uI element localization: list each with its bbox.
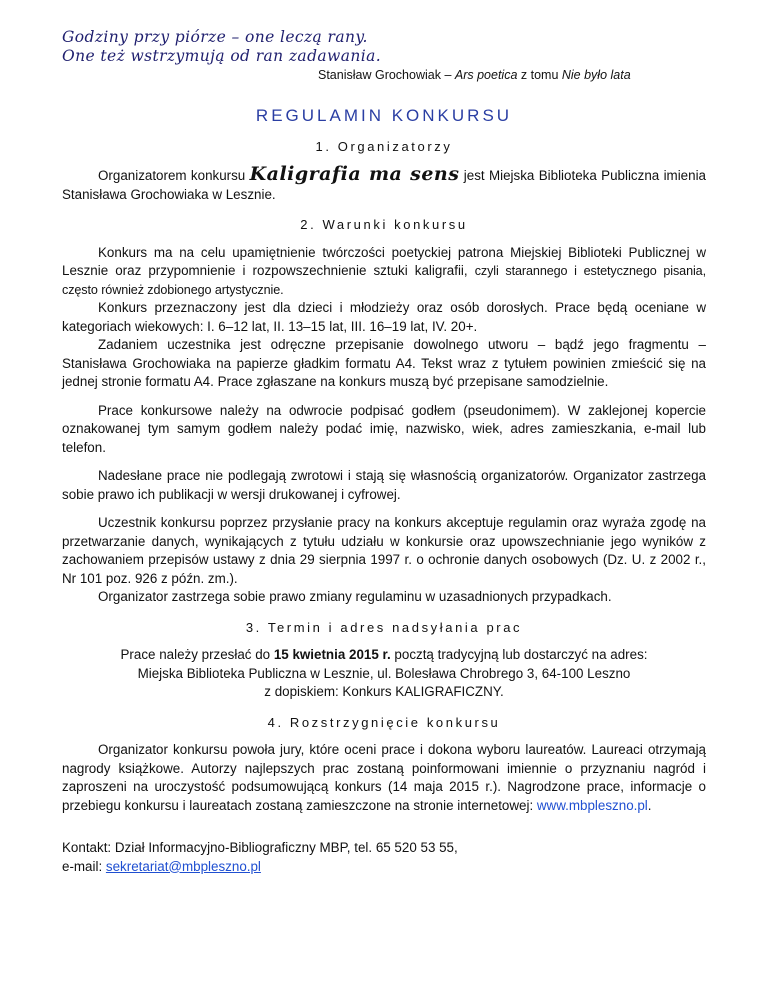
results-paragraph	[62, 741, 706, 815]
organizers-post: jest Miejska Biblioteka Publiczna imienia Stanisława Grochowiaka w Lesznie.	[62, 168, 706, 202]
email-link[interactable]: sekretariat@mbpleszno.pl	[105, 858, 261, 874]
conditions-paragraph-7: Organizator zastrzega sobie prawo zmiany regulaminu w uzasadnionych przypadkach.	[98, 589, 612, 604]
attribution-dash: –	[440, 68, 455, 82]
results-text: Organizator konkursu powoła jury, które oceni prace i dokona wyboru laureatów. Laureaci otrzymają nagrody książkowe. Autorzy najlepszych prac zostaną poinformowani imiennie o przyznaniu nagród i zaproszeni na uroczystość podsumowującą konkurs (14 maja 2015 r.). Nagrodzone prace, informacje o przebiegu konkursu i laureatach zostaną zamieszczone na stronie internetowej:	[62, 742, 706, 813]
attribution-from: z tomu	[517, 68, 562, 82]
conditions-paragraph-6: Uczestnik konkursu poprzez przysłanie pracy na konkurs akceptuje regulamin oraz wyraża zgodę na przetwarzanie danych, wynikających z tytułu udziału w konkursie oraz upowszechnianie jego wyników z zachowaniem przepisów ustawy z dnia 29 sierpnia 1997 r. o ochronie danych osobowych (Dz. U. z 2002 r., Nr 101 poz. 926 z późn. zm.).	[62, 515, 706, 586]
conditions-p1-part-b: czyli starannego i estetycznego pisania, często również zdobionego artystycznie.	[62, 264, 706, 297]
section-heading-organizers: 1. Organizatorzy	[315, 138, 453, 154]
document-page	[62, 28, 706, 876]
motto-attribution	[318, 67, 706, 83]
conditions-paragraph-3: Zadaniem uczestnika jest odręczne przepisanie dowolnego utworu – bądź jego fragmentu – Stanisława Grochowiaka na papierze gładkim formatu A4. Tekst wraz z tytułem powinien zmieścić się na jednej stronie formatu A4. Prace zgłaszane na konkurs muszą być przepisane samodzielnie.	[62, 337, 706, 389]
attribution-work: Ars poetica	[454, 68, 518, 82]
conditions-paragraph-5: Nadesłane prace nie podlegają zwrotowi i stają się własnością organizatorów. Organizator zastrzega sobie prawo ich publikacji w wersji drukowanej i cyfrowej.	[62, 468, 706, 502]
organizers-paragraph	[62, 165, 706, 204]
results-end: .	[647, 797, 652, 813]
email-label: e-mail:	[62, 858, 106, 874]
attribution-book: Nie było lata	[561, 68, 631, 82]
motto-line-2: One też wstrzymują od ran zadawania.	[62, 47, 382, 65]
deadline-post: pocztą tradycyjną lub dostarczyć na adres:	[390, 647, 648, 662]
deadline-paragraph	[62, 646, 706, 665]
section-heading-results: 4. Rozstrzygnięcie konkursu	[267, 714, 501, 730]
conditions-paragraph-2: Konkurs przeznaczony jest dla dzieci i młodzieży oraz osób dorosłych. Prace będą oceniane w kategoriach wiekowych: I. 6–12 lat, II. 13–15 lat, III. 16–19 lat, IV. 20+.	[62, 300, 706, 334]
attribution-author: Stanisław Grochowiak	[318, 68, 441, 82]
organizers-pre: Organizatorem konkursu	[98, 168, 250, 183]
section-heading-deadline: 3. Termin i adres nadsyłania prac	[245, 619, 523, 635]
section-heading-conditions: 2. Warunki konkursu	[300, 217, 468, 232]
contest-name: Kaligrafia ma sens	[249, 163, 460, 185]
page-title: REGULAMIN KONKURSU	[255, 106, 513, 125]
contact-line-2	[62, 858, 706, 877]
deadline-address: Miejska Biblioteka Publiczna w Lesznie, ul. Bolesława Chrobrego 3, 64-100 Leszno	[137, 665, 631, 681]
motto-line-1: Godziny przy piórze – one leczą rany.	[62, 28, 368, 46]
website-link[interactable]: www.mbpleszno.pl	[536, 797, 648, 813]
deadline-pre: Prace należy przesłać do	[120, 647, 274, 662]
conditions-p1-part-a: Konkurs ma na celu upamiętnienie twórczości poetyckiej patrona Miejskiej Biblioteki Publicznej w Lesznie oraz przypomnienie i rozpowszechnienie sztuki kaligrafii,	[62, 244, 706, 278]
conditions-paragraph-4: Prace konkursowe należy na odwrocie podpisać godłem (pseudonimem). W zaklejonej kopercie oznakowanej tym samym godłem należy podać imię, nazwisko, wiek, adres zamieszkania, e-mail lub telefon.	[62, 402, 706, 455]
deadline-date: 15 kwietnia 2015 r.	[273, 647, 391, 662]
deadline-note: z dopiskiem: Konkurs KALIGRAFICZNY.	[264, 684, 504, 699]
conditions-paragraph-1	[62, 244, 706, 300]
contact-line-1: Kontakt: Dział Informacyjno-Bibliograficzny MBP, tel. 65 520 53 55,	[62, 840, 458, 855]
